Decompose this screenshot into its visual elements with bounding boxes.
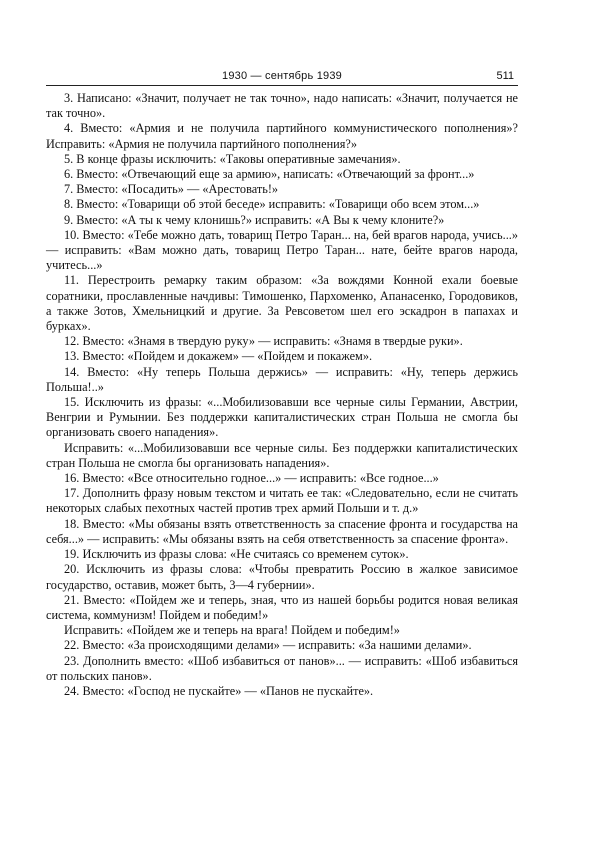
paragraph: 10. Вместо: «Тебе можно дать, товарищ Петро Таран... на, бей врагов народа, учись...» — исправить: «Вам можно дать, товарищ Петро Таран... нате, бейте врагов народа, учитесь...»	[46, 227, 518, 273]
page-number: 511	[496, 70, 514, 82]
paragraph: 11. Перестроить ремарку таким образом: «За вождями Конной ехали боевые соратники, прославленные начдивы: Тимошенко, Пархоменко, Апанасенко, Городовиков, а также Зотов, Хмельницкий и другие. За Ревсоветом шел его эскадрон в папахах и бурках».	[46, 273, 518, 334]
paragraph: 7. Вместо: «Посадить» — «Арестовать!»	[64, 182, 279, 197]
paragraph: 12. Вместо: «Знамя в твердую руку» — исправить: «Знамя в твердые руки».	[64, 334, 463, 349]
paragraph: Исправить: «Пойдем же и теперь на врага! Пойдем и победим!»	[64, 623, 400, 638]
running-header	[46, 69, 518, 83]
paragraph: 4. Вместо: «Армия и не получила партийного коммунистического пополнения»? Исправить: «Армия не получила партийного пополнения?»	[46, 121, 518, 151]
paragraph: 24. Вместо: «Господ не пускайте» — «Панов не пускайте».	[64, 683, 374, 698]
paragraph: 13. Вместо: «Пойдем и докажем» — «Пойдем и покажем».	[64, 349, 373, 364]
paragraph: 16. Вместо: «Все относительно годное...» — исправить: «Все годное...»	[64, 471, 439, 486]
paragraph: Исправить: «...Мобилизовавши все черные силы. Без поддержки капиталистических стран Польша не смогла бы организовать нападения».	[46, 440, 518, 470]
paragraph: 9. Вместо: «А ты к чему клонишь?» исправить: «А Вы к чему клоните?»	[64, 212, 445, 227]
header-rule	[46, 85, 518, 86]
paragraph: 20. Исключить из фразы слова: «Чтобы превратить Россию в жалкое зависимое государство, оставив, может быть, 3—4 губернии».	[46, 562, 518, 592]
paragraph: 3. Написано: «Значит, получает не так точно», надо написать: «Значит, получается не так точно».	[46, 91, 518, 121]
paragraph: 6. Вместо: «Отвечающий еще за армию», написать: «Отвечающий за фронт...»	[64, 167, 475, 182]
paragraph: 18. Вместо: «Мы обязаны взять ответственность за спасение фронта и государства на себя...» — исправить: «Мы обязаны взять на себя ответственность за спасение фронта».	[46, 516, 518, 546]
paragraph: 8. Вместо: «Товарищи об этой беседе» исправить: «Товарищи обо всем этом...»	[64, 197, 480, 212]
paragraph: 23. Дополнить вместо: «Шоб избавиться от панов»... — исправить: «Шоб избавиться от польских панов».	[46, 653, 518, 683]
paragraph: 15. Исключить из фразы: «...Мобилизовавши все черные силы Германии, Австрии, Венгрии и Румынии. Без поддержки капиталистических стран Польша не смогла бы организовать своего нападения».	[46, 395, 518, 440]
paragraph: 21. Вместо: «Пойдем же и теперь, зная, что из нашей борьбы родится новая великая система, коммунизм! Пойдем и победим!»	[46, 592, 518, 622]
paragraph: 19. Исключить из фразы слова: «Не считаясь со временем суток».	[64, 547, 409, 562]
running-title: 1930 — сентябрь 1939	[222, 70, 342, 82]
paragraph: 22. Вместо: «За происходящими делами» — исправить: «За нашими делами».	[64, 638, 472, 653]
paragraph: 17. Дополнить фразу новым текстом и читать ее так: «Следовательно, если не считать некоторых слабых пехотных частей против трех армий Польши и т. д.»	[46, 486, 518, 516]
paragraph: 14. Вместо: «Ну теперь Польша держись» — исправить: «Ну, теперь держись Польша!..»	[46, 364, 518, 394]
body-text	[46, 91, 518, 699]
paragraph: 5. В конце фразы исключить: «Таковы оперативные замечания».	[64, 151, 401, 166]
